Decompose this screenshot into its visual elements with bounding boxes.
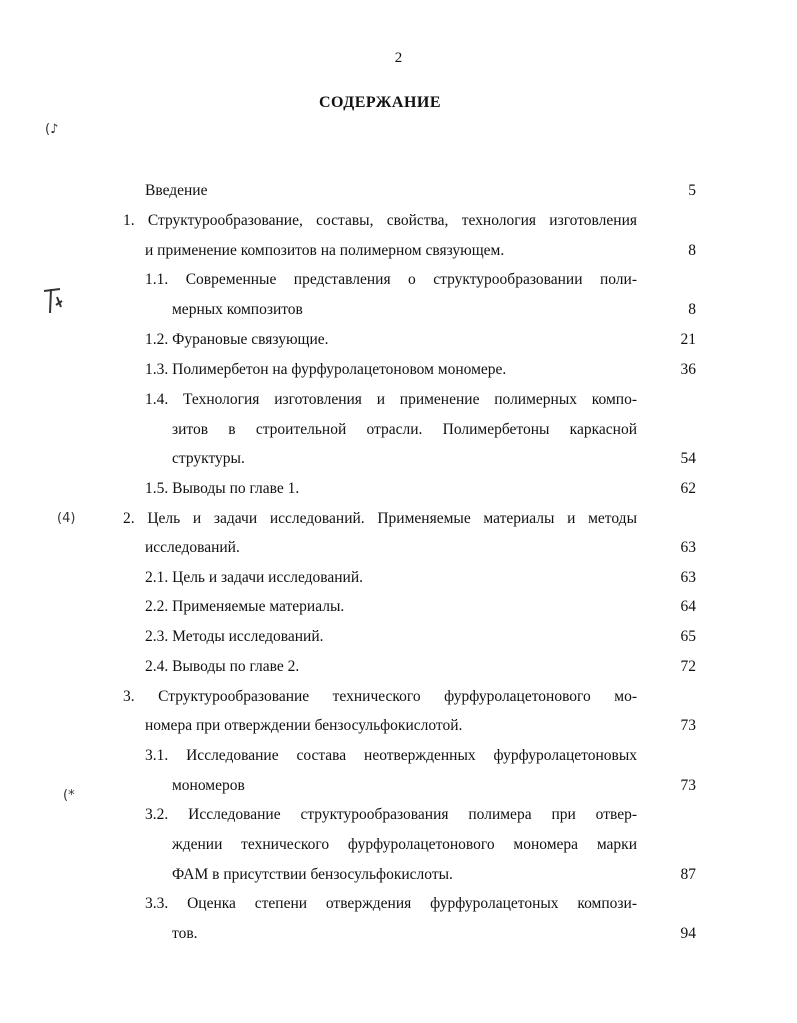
toc-entry-text: 3.3. Оценка степени отверждения фурфуролацетоных компози- (145, 895, 637, 912)
toc-entry-text: исследований. (145, 539, 240, 556)
toc-page-number: 8 (688, 242, 696, 259)
margin-mark: (♪ (45, 122, 59, 137)
toc-page-number: 73 (680, 777, 696, 794)
toc-entry-text: 1.3. Полимербетон на фурфуролацетоновом мономере. (145, 361, 507, 378)
toc-entry-text: 2. Цель и задачи исследований. Применяемые материалы и методы (123, 510, 637, 527)
toc-entry-text: 3.2. Исследование структурообразования полимера при отвер- (145, 806, 637, 823)
toc-page-number: 72 (680, 658, 696, 675)
toc-entry-text: 3.1. Исследование состава неотвержденных фурфуролацетоновых (145, 747, 637, 764)
toc-page-number: 87 (680, 866, 696, 883)
toc-entry-text: 2.1. Цель и задачи исследований. (145, 569, 364, 586)
toc-entry-text: 1.4. Технология изготовления и применение полимерных компо- (145, 391, 637, 408)
toc-entry-text: 2.3. Методы исследований. (145, 628, 324, 645)
toc-page-number: 36 (680, 361, 696, 378)
toc-entry-text: тов. (172, 925, 198, 942)
toc-page-number: 65 (680, 628, 696, 645)
toc-page-number: 64 (680, 598, 696, 615)
margin-mark-t (42, 285, 66, 317)
toc-entry-text: 2.2. Применяемые материалы. (145, 598, 345, 615)
toc-entry-text: мономеров (172, 777, 245, 794)
toc-page-number: 5 (688, 182, 696, 199)
margin-mark: (4) (57, 511, 76, 526)
toc-entry-text: Введение (145, 182, 208, 199)
page-number: 2 (394, 50, 403, 66)
toc-page-number: 63 (680, 539, 696, 556)
toc-page-number: 94 (680, 925, 696, 942)
toc-entry-text: и применение композитов на полимерном связующем. (145, 242, 505, 259)
toc-page-number: 62 (680, 480, 696, 497)
toc-entry-text: 1. Структурообразование, составы, свойства, технология изготовления (123, 212, 637, 229)
toc-page-number: 73 (680, 717, 696, 734)
toc-page-number: 63 (680, 569, 696, 586)
toc-entry-text: 1.5. Выводы по главе 1. (145, 480, 300, 497)
toc-entry-text: ФАМ в присутствии бензосульфокислоты. (172, 866, 453, 883)
toc-entry-text: 1.2. Фурановые связующие. (145, 331, 329, 348)
toc-entry-text: 3. Структурообразование технического фурфуролацетонового мо- (123, 688, 637, 705)
toc-entry-text: ждении технического фурфуролацетонового мономера марки (172, 836, 637, 853)
toc-page-number: 21 (680, 331, 696, 348)
toc-entry-text: 2.4. Выводы по главе 2. (145, 658, 300, 675)
toc-entry-text: зитов в строительной отрасли. Полимербетоны каркасной (172, 421, 637, 438)
margin-mark: (* (63, 788, 75, 803)
toc-entry-text: номера при отверждении бензосульфокислотой. (145, 717, 463, 734)
toc-entry-text: мерных композитов (172, 301, 303, 318)
toc-page-number: 54 (680, 450, 696, 467)
toc-entry-text: 1.1. Современные представления о структурообразовании поли- (145, 271, 637, 288)
page-title: СОДЕРЖАНИЕ (318, 94, 442, 111)
toc-entry-text: структуры. (172, 450, 245, 467)
toc-page-number: 8 (688, 301, 696, 318)
